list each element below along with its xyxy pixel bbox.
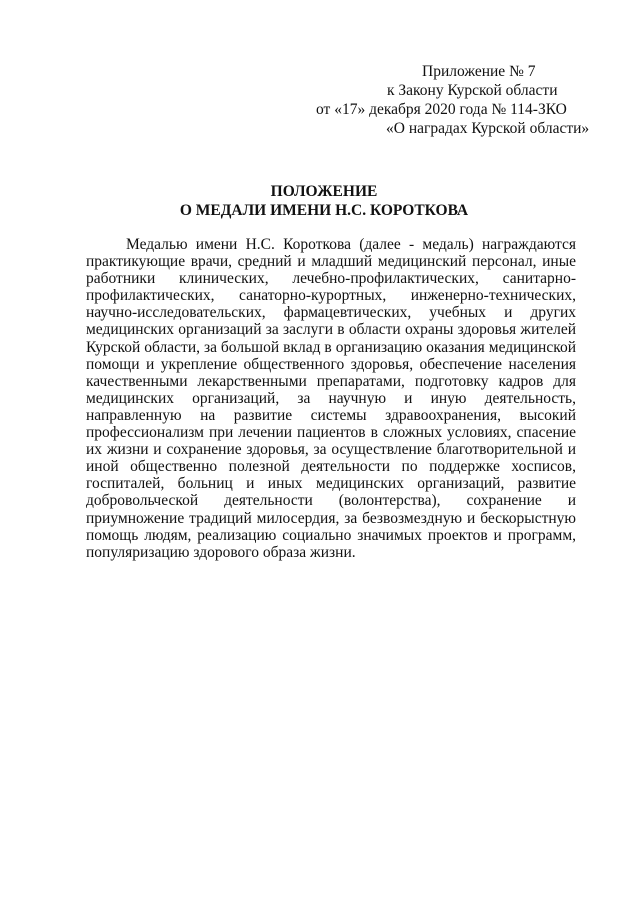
appendix-header: [300, 62, 620, 138]
appendix-law-title: «О наградах Курской области»: [386, 120, 590, 137]
title-line-2: О МЕДАЛИ ИМЕНИ Н.С. КОРОТКОВА: [179, 202, 469, 219]
appendix-law-reference: к Закону Курской области: [387, 82, 558, 99]
title-line-1: ПОЛОЖЕНИЕ: [270, 183, 378, 200]
appendix-number: Приложение № 7: [422, 63, 536, 80]
appendix-law-date: от «17» декабря 2020 года № 114-ЗКО: [316, 101, 567, 118]
body-paragraph: Медалью имени Н.С. Короткова (далее - медаль) награждаются практикующие врачи, средний и младший медицинский персонал, иные работники клинических, лечебно-профилактических, санитарно-профилактических, санаторно-курортных, инженерно-технических, научно-исследовательских, фармацевтических, учебных и других медицинских организаций за заслуги в области охраны здоровья жителей Курской области, за большой вклад в организацию оказания медицинской помощи и укрепление общественного здоровья, обеспечение населения качественными лекарственными препаратами, подготовку кадров для медицинских организаций, за научную и иную деятельность, направленную на развитие системы здравоохранения, высокий профессионализм при лечении пациентов в сложных условиях, спасение их жизни и сохранение здоровья, за осуществление благотворительной и иной общественно полезной деятельности по поддержке хосписов, госпиталей, больниц и иных медицинских организаций, развитие добровольческой деятельности (волонтерства), сохранение и приумножение традиций милосердия, за безвозмездную и бескорыстную помощь людям, реализацию социально значимых проектов и программ, популяризацию здорового образа жизни.: [86, 236, 576, 561]
document-title: [86, 182, 562, 220]
